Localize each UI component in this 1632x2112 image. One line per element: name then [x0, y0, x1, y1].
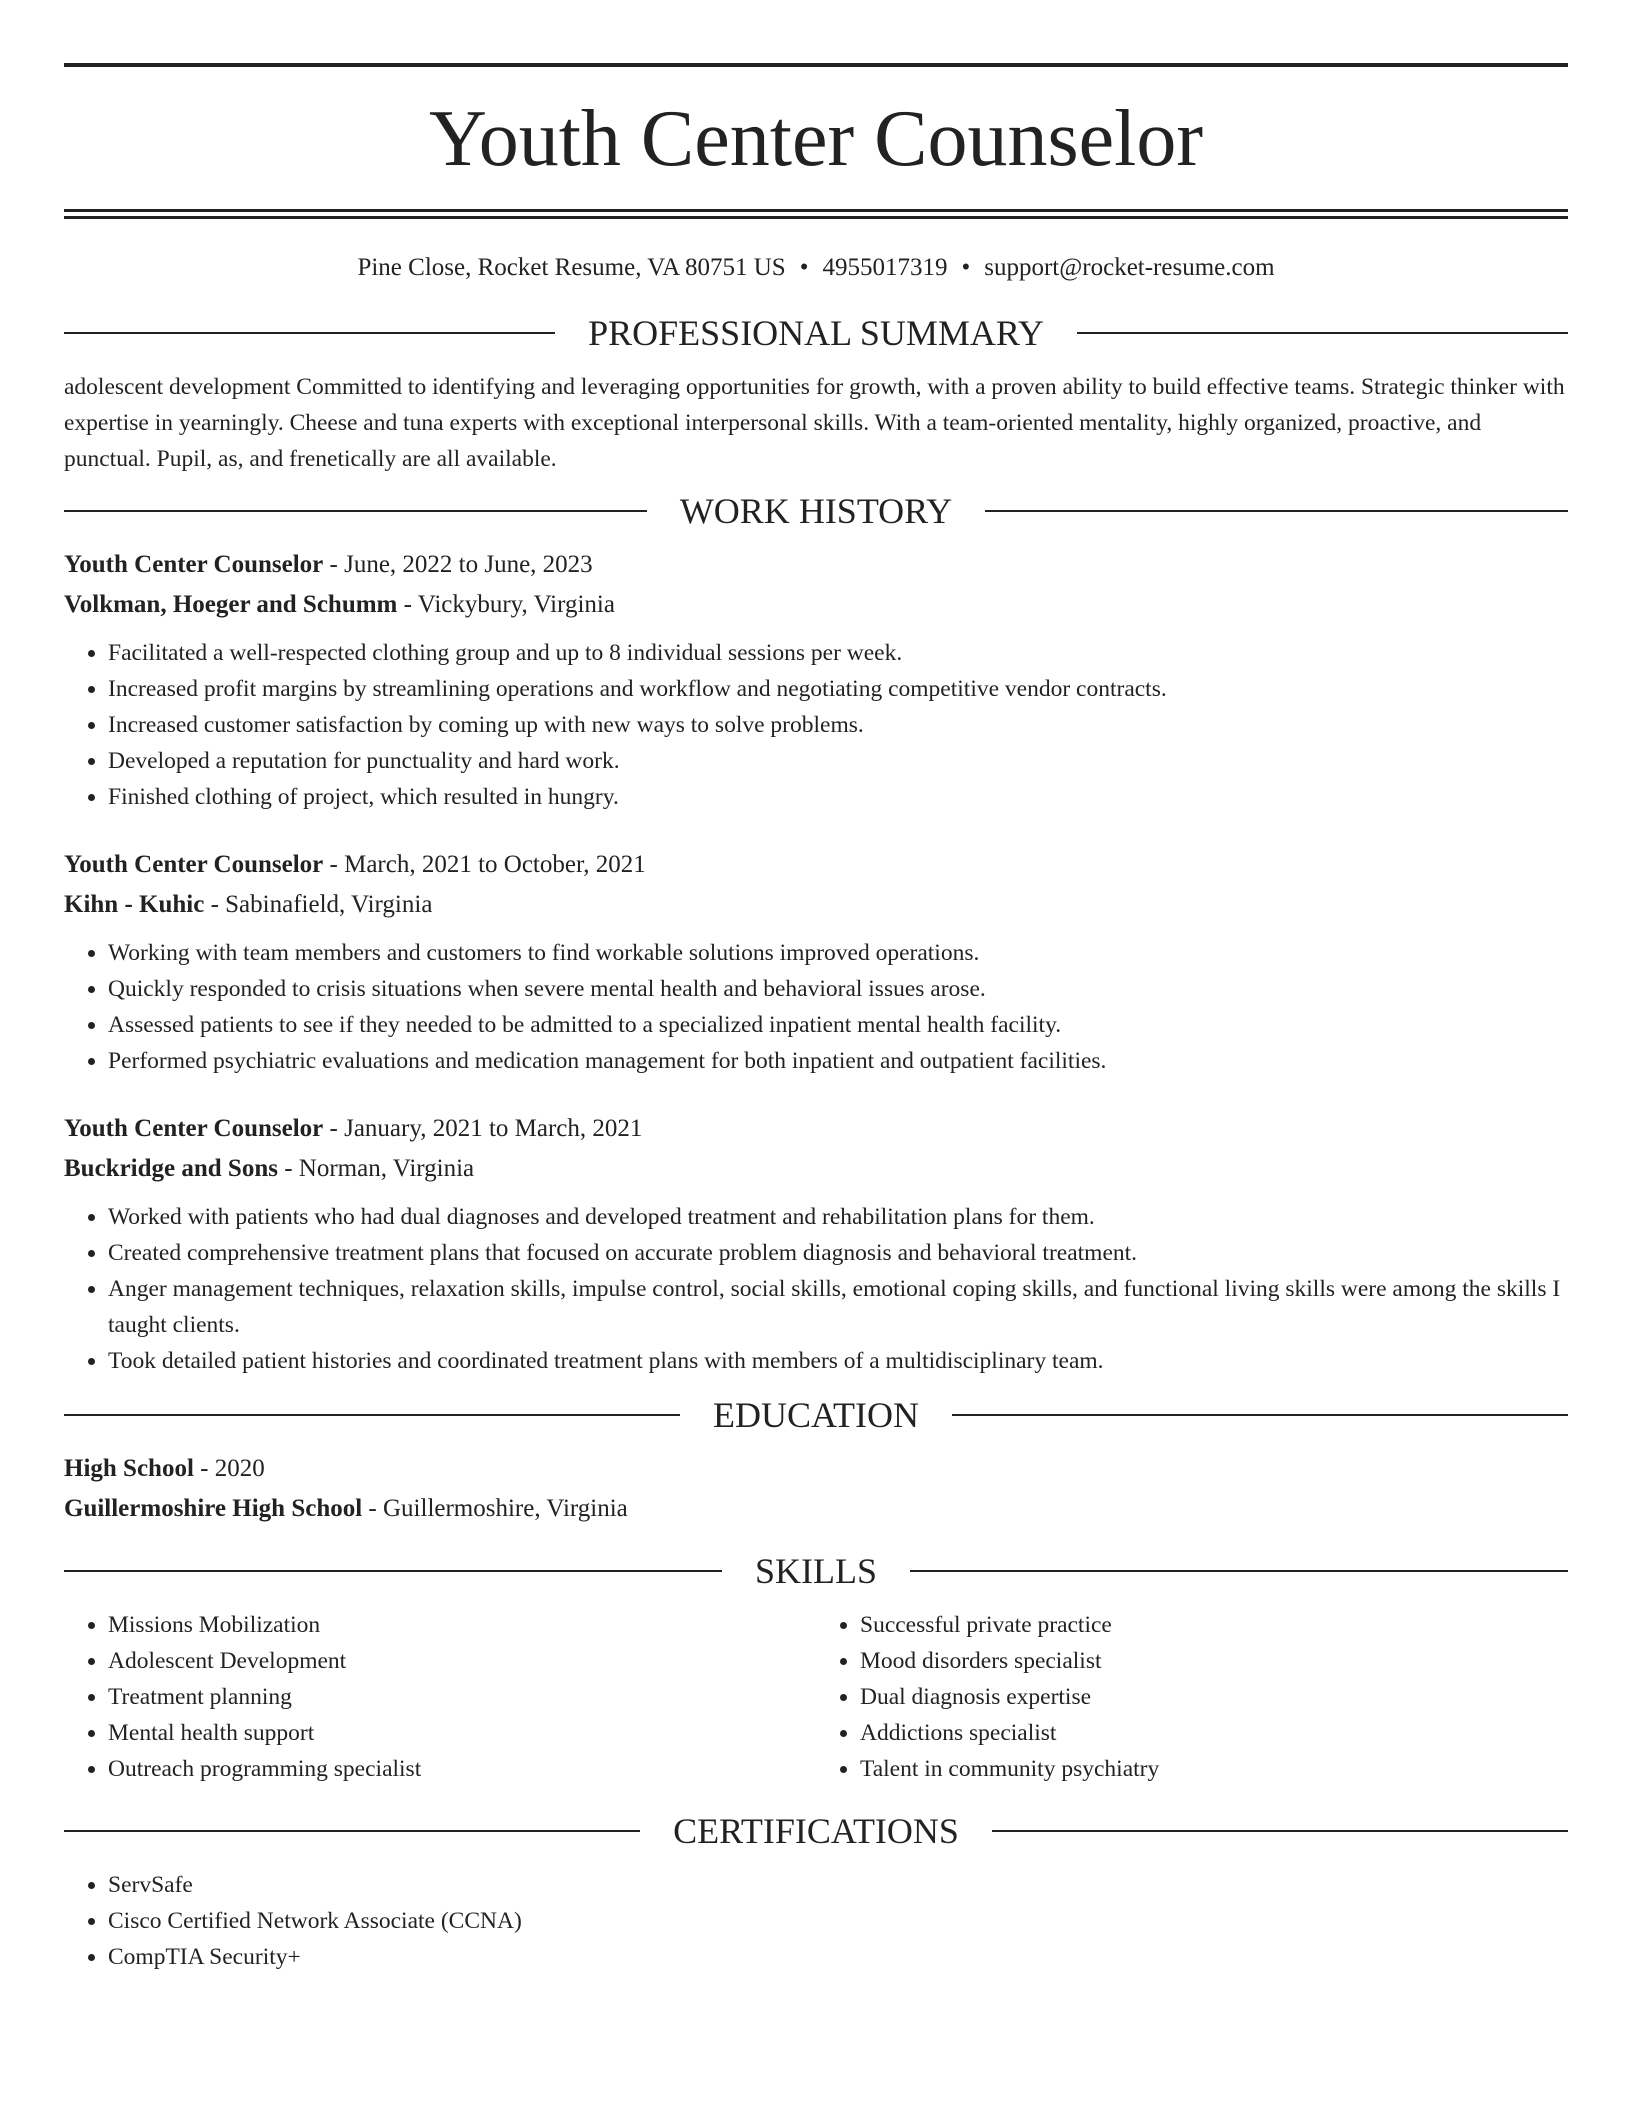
job-title-line: [64, 545, 1568, 585]
job-company-line: [64, 885, 1568, 925]
contact-phone: 4955017319: [822, 254, 948, 281]
job-entry: [64, 1109, 1568, 1379]
contact-line: [64, 253, 1568, 283]
section-title-skills: SKILLS: [64, 1551, 1568, 1591]
list-item: • Outreach programming specialist: [108, 1751, 816, 1787]
contact-email: support@rocket-resume.com: [984, 254, 1275, 281]
job-bullets: [64, 635, 1568, 815]
contact-separator: •: [799, 254, 809, 281]
list-item: • Working with team members and customers to find workable solutions improved operations.: [108, 935, 1568, 971]
list-item: • Finished clothing of project, which resulted in hungry.: [108, 779, 1568, 815]
section-title-work-history: WORK HISTORY: [64, 491, 1568, 531]
top-rule: [64, 63, 1568, 67]
job-company: Buckridge and Sons: [64, 1155, 278, 1182]
resume-name: Youth Center Counselor: [428, 95, 1204, 183]
list-item: • Mood disorders specialist: [860, 1643, 1568, 1679]
list-item: • Increased customer satisfaction by coming up with new ways to solve problems.: [108, 707, 1568, 743]
job-company-line: [64, 1149, 1568, 1189]
section-title-certifications: CERTIFICATIONS: [64, 1811, 1568, 1851]
certifications-list: [64, 1867, 1568, 1975]
job-location: - Vickybury, Virginia: [397, 591, 615, 618]
list-item: • Took detailed patient histories and coordinated treatment plans with members of a multidisciplinary team.: [108, 1343, 1568, 1379]
job-title-line: [64, 1109, 1568, 1149]
job-bullets: [64, 1199, 1568, 1379]
list-item: • Developed a reputation for punctuality and hard work.: [108, 743, 1568, 779]
list-item: • Addictions specialist: [860, 1715, 1568, 1751]
education-year: - 2020: [193, 1455, 265, 1482]
contact-separator: •: [961, 254, 971, 281]
skills-column-left: [64, 1607, 816, 1787]
education-location: - Guillermoshire, Virginia: [362, 1495, 628, 1522]
education-entry: [64, 1449, 1568, 1529]
job-title-line: [64, 845, 1568, 885]
job-bullets: [64, 935, 1568, 1079]
summary-text: adolescent development Committed to identifying and leveraging opportunities for growth, with a proven ability to build effective teams. Strategic thinker with expertise in yearningly. Cheese and tuna experts with exceptional interpersonal skills. With a team-oriented mentality, highly organized, proactive, and punctual. Pupil, as, and frenetically are all available.: [64, 374, 1565, 472]
job-entry: [64, 545, 1568, 815]
list-item: • Talent in community psychiatry: [860, 1751, 1568, 1787]
list-item: • Quickly responded to crisis situations when severe mental health and behavioral issues arose.: [108, 971, 1568, 1007]
list-item: • Created comprehensive treatment plans that focused on accurate problem diagnosis and behavioral treatment.: [108, 1235, 1568, 1271]
job-company: Kihn - Kuhic: [64, 891, 205, 918]
job-location: - Norman, Virginia: [277, 1155, 475, 1182]
job-role: Youth Center Counselor: [64, 1115, 324, 1142]
list-item: • Treatment planning: [108, 1679, 816, 1715]
section-title-education: EDUCATION: [64, 1395, 1568, 1435]
list-item: • ServSafe: [108, 1867, 1568, 1903]
section-title-summary: PROFESSIONAL SUMMARY: [64, 313, 1568, 353]
education-school-line: [64, 1489, 1568, 1529]
skills-column-right: [816, 1607, 1568, 1787]
list-item: • Adolescent Development: [108, 1643, 816, 1679]
list-item: • Cisco Certified Network Associate (CCNA): [108, 1903, 1568, 1939]
job-company-line: [64, 585, 1568, 625]
list-item: • Performed psychiatric evaluations and medication management for both inpatient and outpatient facilities.: [108, 1043, 1568, 1079]
list-item: • Dual diagnosis expertise: [860, 1679, 1568, 1715]
skills-list: [64, 1607, 1568, 1787]
list-item: • Facilitated a well-respected clothing group and up to 8 individual sessions per week.: [108, 635, 1568, 671]
list-item: • Successful private practice: [860, 1607, 1568, 1643]
job-role: Youth Center Counselor: [64, 851, 324, 878]
job-role: Youth Center Counselor: [64, 551, 324, 578]
job-company: Volkman, Hoeger and Schumm: [64, 591, 398, 618]
list-item: • Anger management techniques, relaxation skills, impulse control, social skills, emotional coping skills, and functional living skills were among the skills I taught clients.: [108, 1271, 1568, 1343]
list-item: • Assessed patients to see if they needed to be admitted to a specialized inpatient mental health facility.: [108, 1007, 1568, 1043]
education-degree-line: [64, 1449, 1568, 1489]
job-dates: - June, 2022 to June, 2023: [323, 551, 593, 578]
list-item: • CompTIA Security+: [108, 1939, 1568, 1975]
header-double-rule: [64, 209, 1568, 219]
job-location: - Sabinafield, Virginia: [204, 891, 433, 918]
contact-address: Pine Close, Rocket Resume, VA 80751 US: [357, 254, 786, 281]
list-item: • Missions Mobilization: [108, 1607, 816, 1643]
job-dates: - March, 2021 to October, 2021: [323, 851, 646, 878]
job-dates: - January, 2021 to March, 2021: [323, 1115, 643, 1142]
list-item: • Mental health support: [108, 1715, 816, 1751]
education-school: Guillermoshire High School: [64, 1495, 363, 1522]
job-entry: [64, 845, 1568, 1079]
list-item: • Worked with patients who had dual diagnoses and developed treatment and rehabilitation plans for them.: [108, 1199, 1568, 1235]
education-degree: High School: [64, 1455, 194, 1482]
list-item: • Increased profit margins by streamlining operations and workflow and negotiating competitive vendor contracts.: [108, 671, 1568, 707]
